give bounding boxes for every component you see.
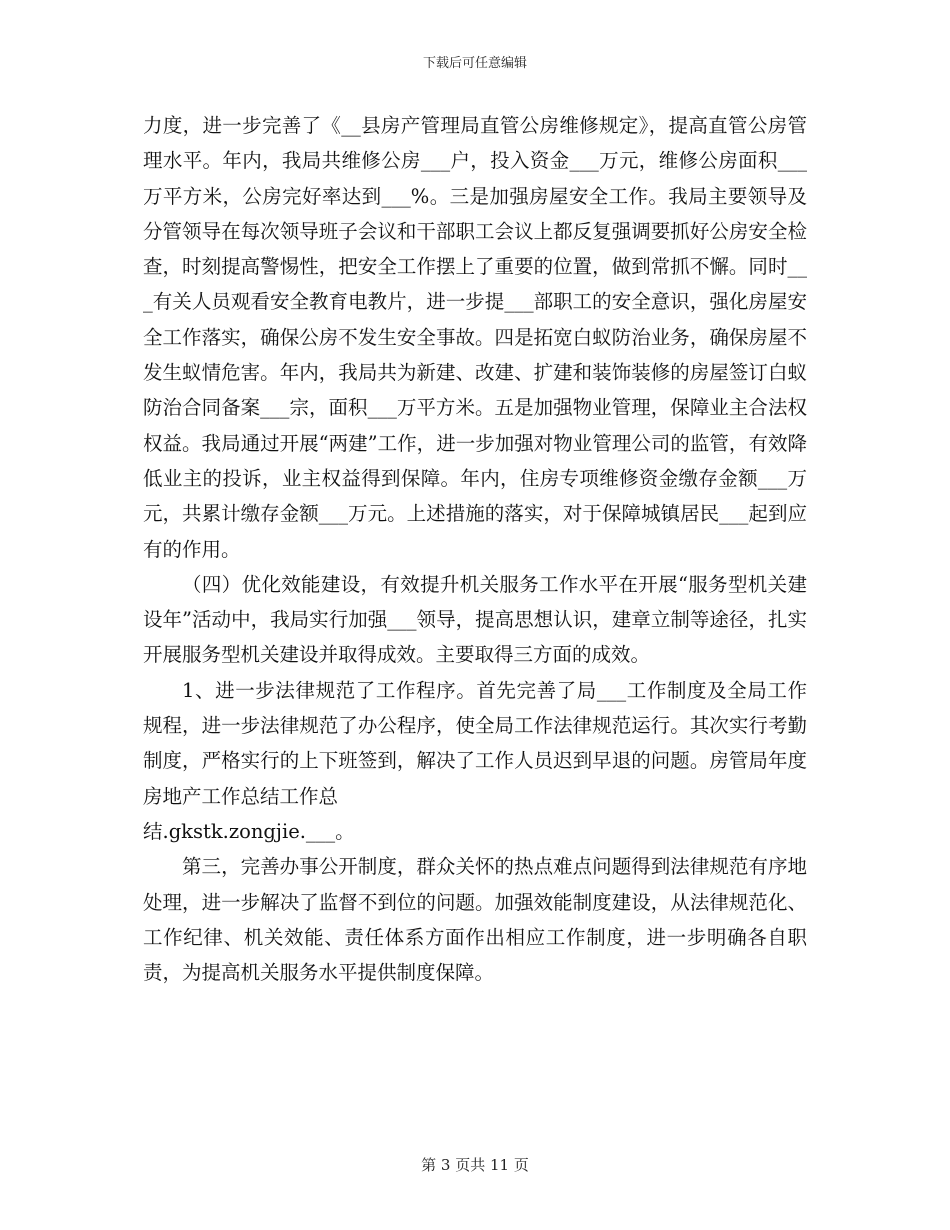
document-body xyxy=(143,108,807,990)
page-header: 下载后可任意编辑 xyxy=(422,56,527,71)
paragraph-item-three: 第三，完善办事公开制度，群众关怀的热点难点问题得到法律规范有序地处理，进一步解决了监督不到位的问题。加强效能制度建设，从法律规范化、工作纪律、机关效能、责任体系方面作出相应工作制度，进一步明确各自职责，为提高机关服务水平提供制度保障。 xyxy=(143,855,807,985)
paragraph-item-one: 1、进一步法律规范了工作程序。首先完善了局___工作制度及全局工作规程，进一步法律规范了办公程序，使全局工作法律规范运行。其次实行考勤制度，严格实行的上下班签到，解决了工作人员迟到早退的问题。房管局年度房地产工作总结工作总 xyxy=(143,678,807,808)
paragraph-continuation: 力度，进一步完善了《__县房产管理局直管公房维修规定》，提高直管公房管理水平。年内，我局共维修公房___户，投入资金___万元，维修公房面积___万平方米，公房完好率达到___%。三是加强房屋安全工作。我局主要领导及分管领导在每次领导班子会议和干部职工会议上都反复强调要抓好公房安全检查，时刻提高警惕性，把安全工作摆上了重要的位置，做到常抓不懈。同时___有关人员观看安全教育电教片，进一步提___部职工的安全意识，强化房屋安全工作落实，确保公房不发生安全事故。四是拓宽白蚁防治业务，确保房屋不发生蚁情危害。年内，我局共为新建、改建、扩建和装饰装修的房屋签订白蚁防治合同备案___宗，面积___万平方米。五是加强物业管理，保障业主合法权权益。我局通过开展“两建”工作，进一步加强对物业管理公司的监管，有效降低业主的投诉，业主权益得到保障。年内，住房专项维修资金缴存金额___万元，共累计缴存金额___万元。上述措施的落实，对于保障城镇居民___起到应有的作用。 xyxy=(143,114,807,561)
paragraph-section-four: （四）优化效能建设，有效提升机关服务工作水平在开展“服务型机关建设年”活动中，我局实行加强___领导，提高思想认识，建章立制等途径，扎实开展服务型机关建设并取得成效。主要取得三方面的成效。 xyxy=(143,572,807,667)
paragraph-url-line: 结.gkstk.zongjie.___。 xyxy=(143,819,355,843)
page-footer: 第 3 页共 11 页 xyxy=(421,1156,529,1174)
